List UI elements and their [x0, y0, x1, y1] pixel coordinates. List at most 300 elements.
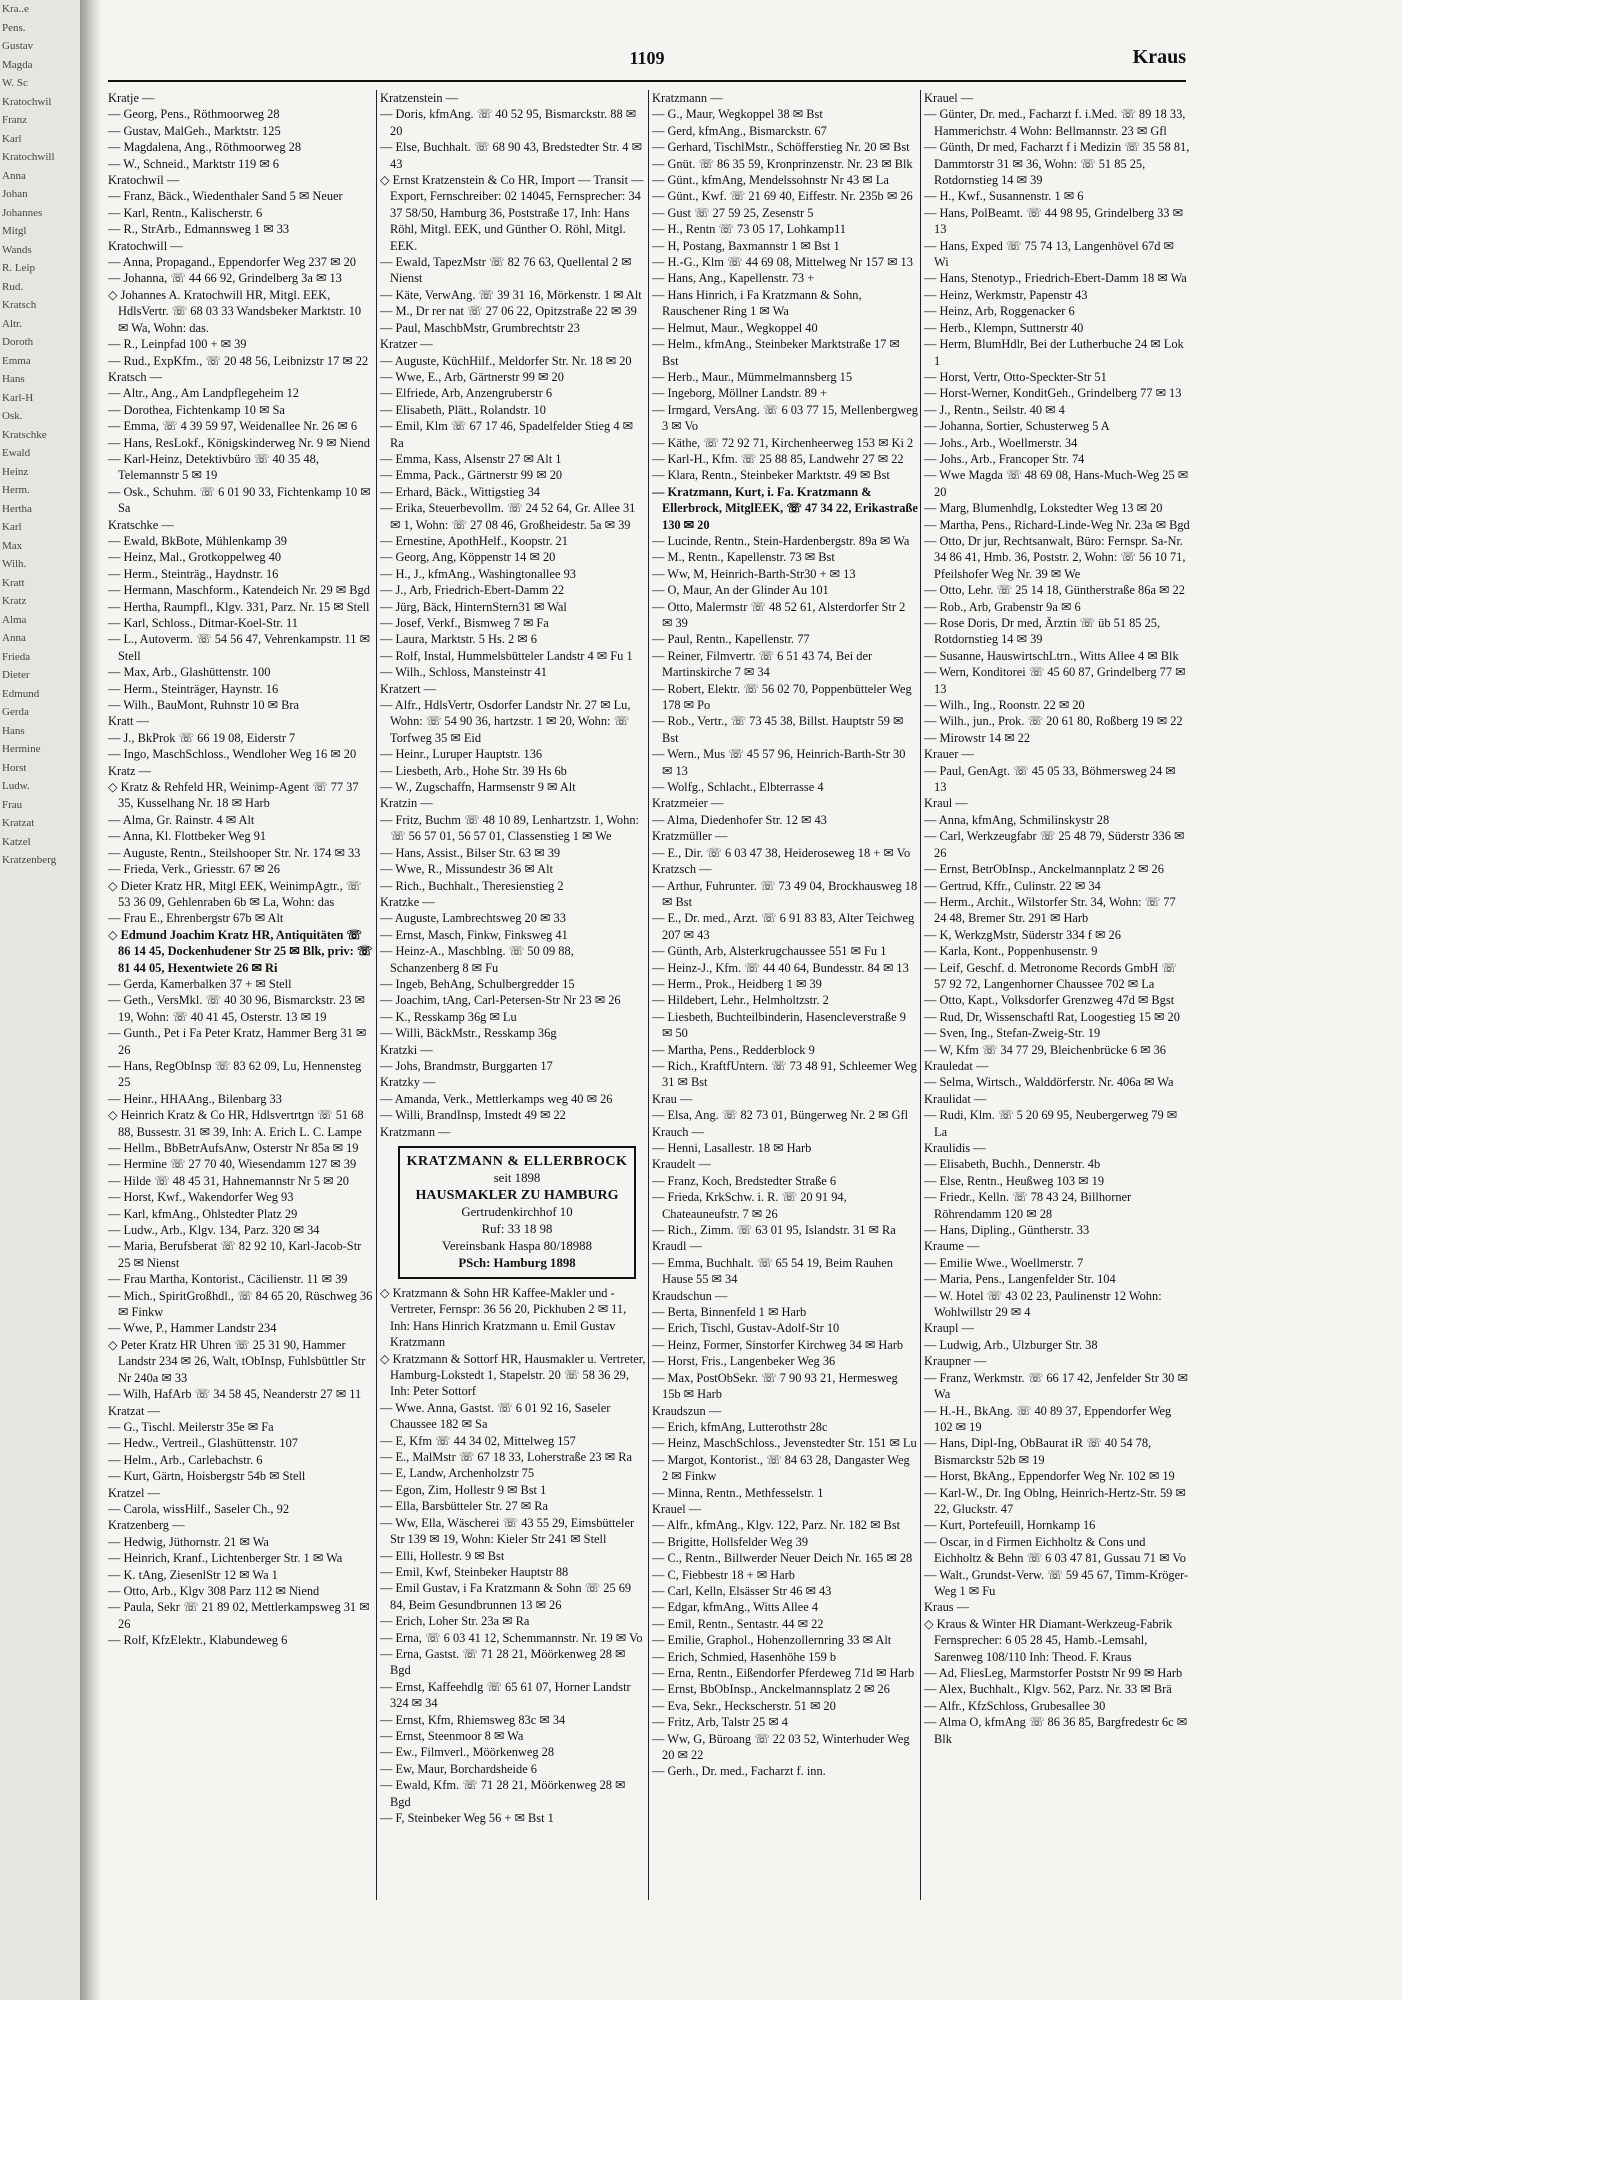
- surname-heading: Kratzel —: [108, 1485, 160, 1500]
- directory-entry: — Alfr., HdlsVertr, Osdorfer Landstr Nr. 27 ✉ Lu, Wohn: ☏ 54 90 36, hartzstr. 1 ✉ 20, Wohn: ☏ Torfweg 35 ✉ Eid: [380, 698, 631, 745]
- directory-entry: — Johs, Brandmstr, Burggarten 17: [380, 1058, 553, 1073]
- directory-entry: — Ewald, Kfm. ☏ 71 28 21, Möörkenweg 28 ✉ Bgd: [380, 1778, 626, 1809]
- directory-entry: — Rud., ExpKfm., ☏ 20 48 56, Leibnizstr 17 ✉ 22: [108, 353, 369, 368]
- facing-page-fragment: Emma: [2, 354, 31, 367]
- directory-entry: — Johanna, ☏ 44 66 92, Grindelberg 3a ✉ 13: [108, 271, 342, 286]
- directory-entry: — W., Zugschaffn, Harmsenstr 9 ✉ Alt: [380, 780, 576, 795]
- directory-entry: ◇ Kraus & Winter HR Diamant-Werkzeug-Fabrik Fernsprecher: 6 05 28 45, Hamb.-Lemsahl, Sarenweg 108/110 Inh: Theod. F. Kraus: [924, 1616, 1173, 1664]
- facing-page-fragment: Hertha: [2, 502, 32, 515]
- surname-heading: Kratz —: [108, 763, 152, 778]
- directory-entry: — R., Leinpfad 100 + ✉ 39: [108, 337, 247, 352]
- directory-entry: — R., StrArb., Edmannsweg 1 ✉ 33: [108, 222, 290, 237]
- directory-entry: — G., Maur, Wegkoppel 38 ✉ Bst: [652, 107, 823, 122]
- directory-entry: — Hans, ResLokf., Königskinderweg Nr. 9 ✉ Niend: [108, 435, 370, 450]
- directory-entry: — Franz, Bäck., Wiedenthaler Sand 5 ✉ Neuer: [108, 189, 343, 204]
- directory-entry: — Hans, Exped ☏ 75 74 13, Langenhövel 67d ✉ Wi: [924, 238, 1174, 270]
- directory-entry: — G., Tischl. Meilerstr 35e ✉ Fa: [108, 1419, 274, 1434]
- directory-entry: — Wwe Magda ☏ 48 69 08, Hans-Much-Weg 25 ✉ 20: [924, 468, 1189, 499]
- directory-entry: — Heinz-J., Kfm. ☏ 44 40 64, Bundesstr. 84 ✉ 13: [652, 960, 909, 975]
- directory-entry: — Ingeb, BehAng, Schulbergredder 15: [380, 976, 575, 991]
- directory-entry: — Ernestine, ApothHelf., Koopstr. 21: [380, 533, 568, 548]
- directory-entry: — Horst, Kwf., Wakendorfer Weg 93: [108, 1190, 294, 1205]
- facing-page-fragment: Mitgl: [2, 225, 27, 237]
- directory-entry: — Hilde ☏ 48 45 31, Hahnemannstr Nr 5 ✉ 20: [108, 1173, 349, 1188]
- facing-page-fragment: Frieda: [2, 650, 31, 663]
- directory-entry: — Hans, Dipl-Ing, ObBaurat iR ☏ 40 54 78, Bismarckstr 52b ✉ 19: [924, 1436, 1152, 1467]
- facing-page-fragment: Kratzat: [2, 817, 35, 829]
- surname-heading: Kraulidis —: [924, 1141, 986, 1155]
- directory-entry: — Wilh, HafArb ☏ 34 58 45, Neanderstr 27 ✉ 11: [108, 1387, 362, 1402]
- directory-entry: ◇ Ernst Kratzenstein & Co HR, Import — Transit — Export, Fernschreiber: 02 14045, Fernsprecher: 34 37 58/50, Hamburg 36, Poststraße 17, Inh: Hans Röhl, Mitgl. EEK, und Günther O. Röhl, Mitgl. EEK.: [380, 173, 644, 253]
- facing-page-fragment: Ludw.: [2, 780, 30, 792]
- directory-entry: — Irmgard, VersAng. ☏ 6 03 77 15, Mellenbergweg 3 ✉ Vo: [652, 402, 918, 434]
- directory-entry: — Heinz, Mal., Grotkoppelweg 40: [108, 550, 282, 565]
- directory-entry: ◇ Dieter Kratz HR, Mitgl EEK, WeinimpAgtr., ☏ 53 36 09, Gehlenraben 6b ✉ La, Wohn: das: [108, 878, 362, 909]
- directory-entry: — Karla, Kont., Poppenhusenstr. 9: [924, 944, 1098, 959]
- surname-heading: Kraudschun —: [652, 1288, 728, 1303]
- surname-heading: Kratzmüller —: [652, 829, 728, 844]
- facing-page-fragment: Karl: [2, 132, 22, 145]
- directory-entry: — Hedwig, Jüthornstr. 21 ✉ Wa: [108, 1534, 269, 1549]
- directory-entry: — Johanna, Sortier, Schusterweg 5 A: [924, 419, 1110, 434]
- directory-entry: — Paula, Sekr ☏ 21 89 02, Mettlerkampsweg 31 ✉ 26: [108, 1600, 370, 1631]
- directory-entry: — Gnüt. ☏ 86 35 59, Kronprinzenstr. Nr. 23 ✉ Blk: [652, 156, 913, 171]
- directory-entry: — Ww, Ella, Wäscherei ☏ 43 55 29, Eimsbütteler Str 139 ✉ 19, Wohn: Kieler Str 241 ✉ Stell: [380, 1515, 635, 1547]
- directory-entry: — Ww, M, Heinrich-Barth-Str30 + ✉ 13: [652, 566, 856, 581]
- directory-entry: — Anna, Kl. Flottbeker Weg 91: [108, 829, 267, 844]
- directory-entry: — Karl, Schloss., Ditmar-Koel-Str. 11: [108, 616, 298, 630]
- surname-heading: Kratochwill —: [108, 238, 183, 253]
- directory-entry: — Rob., Vertr., ☏ 73 45 38, Billst. Hauptstr 59 ✉ Bst: [652, 714, 904, 745]
- directory-entry: — Hermine ☏ 27 70 40, Wiesendamm 127 ✉ 39: [108, 1157, 357, 1172]
- directory-entry: — Gerda, Kamerbalken 37 + ✉ Stell: [108, 976, 292, 991]
- directory-entry: — Gerh., Dr. med., Facharzt f. inn.: [652, 1764, 826, 1779]
- directory-entry: — Ew., Filmverl., Möörkenweg 28: [380, 1745, 555, 1760]
- directory-entry: — Hertha, Raumpfl., Klgv. 331, Parz. Nr. 15 ✉ Stell: [108, 599, 370, 614]
- directory-entry: — Franz, Werkmstr. ☏ 66 17 42, Jenfelder Str 30 ✉ Wa: [924, 1370, 1188, 1402]
- directory-entry: — Amanda, Verk., Mettlerkamps weg 40 ✉ 26: [380, 1091, 613, 1106]
- directory-entry: — Helm., kfmAng., Steinbeker Marktstraße 17 ✉ Bst: [652, 337, 900, 368]
- directory-entry: — Ludwig, Arb., Ulzburger Str. 38: [924, 1337, 1098, 1352]
- facing-page-fragment: Kratz: [2, 595, 27, 607]
- directory-entry: — Helm., Arb., Carlebachstr. 6: [108, 1452, 263, 1467]
- facing-page-fragment: Hans: [2, 373, 25, 385]
- directory-entry: — Elli, Hollestr. 9 ✉ Bst: [380, 1548, 505, 1563]
- facing-page-fragment: W. Sc: [2, 77, 28, 89]
- facing-page-fragment: Ewald: [2, 447, 31, 459]
- directory-entry: — K. tAng, ZiesenlStr 12 ✉ Wa 1: [108, 1567, 278, 1582]
- directory-entry: — Wilh., BauMont, Ruhnstr 10 ✉ Bra: [108, 698, 300, 713]
- directory-entry: — Margot, Kontorist., ☏ 84 63 28, Dangaster Weg 2 ✉ Finkw: [652, 1452, 910, 1484]
- directory-entry: — C., Rentn., Billwerder Neuer Deich Nr. 165 ✉ 28: [652, 1551, 913, 1566]
- directory-entry: ◇ Edmund Joachim Kratz HR, Antiquitäten ☏ 86 14 45, Dockenhudener Str 25 ✉ Blk, priv: ☏ 81 44 05, Hexentwiete 26 ✉ Ri: [108, 927, 373, 975]
- directory-entry: — Marg, Blumenhdlg, Lokstedter Weg 13 ✉ 20: [924, 501, 1163, 516]
- directory-entry: — Hildebert, Lehr., Helmholtzstr. 2: [652, 993, 829, 1008]
- directory-entry: — Emma, Kass, Alsenstr 27 ✉ Alt 1: [380, 451, 562, 466]
- directory-entry: — J., Arb, Friedrich-Ebert-Damm 22: [380, 583, 565, 598]
- directory-entry: — M., Rentn., Kapellenstr. 73 ✉ Bst: [652, 550, 835, 565]
- directory-entry: ◇ Kratzmann & Sohn HR Kaffee-Makler und -Vertreter, Fernspr: 36 56 20, Pickhuben 2 ✉ 11, Inh: Hans Hinrich Kratzmann u. Emil Gustav Kratzmann: [380, 1286, 627, 1350]
- facing-page-fragment: Frau: [2, 798, 23, 811]
- directory-entry: — Max, PostObSekr. ☏ 7 90 93 21, Hermesweg 15b ✉ Harb: [652, 1370, 898, 1402]
- directory-entry: — H, Postang, Baxmannstr 1 ✉ Bst 1: [652, 238, 840, 253]
- directory-entry: — Else, Buchhalt. ☏ 68 90 43, Bredstedter Str. 4 ✉ 43: [380, 140, 642, 171]
- directory-entry: — Josef, Verkf., Bismweg 7 ✉ Fa: [380, 616, 549, 630]
- directory-entry: — Liesbeth, Buchteilbinderin, Hasencleverstraße 9 ✉ 50: [652, 1009, 906, 1041]
- surname-heading: Kraupl —: [924, 1321, 974, 1336]
- directory-entry: — E, Kfm ☏ 44 34 02, Mittelweg 157: [380, 1433, 576, 1448]
- facing-page-fragment: Franz: [2, 114, 28, 126]
- directory-entry: — Karl, Rentn., Kalischerstr. 6: [108, 205, 263, 220]
- facing-page-fragment: Karl: [2, 521, 22, 533]
- column-3: [652, 90, 918, 1780]
- directory-entry: — Hans Hinrich, i Fa Kratzmann & Sohn, Rauschener Ring 1 ✉ Wa: [652, 287, 862, 319]
- surname-heading: Kratsch —: [108, 369, 163, 384]
- directory-entry: — W. Hotel ☏ 43 02 23, Paulinenstr 12 Wohn: Wohlwillstr 29 ✉ 4: [924, 1288, 1162, 1320]
- directory-entry: — Reiner, Filmvertr. ☏ 6 51 43 74, Bei der Martinskirche 7 ✉ 34: [652, 648, 873, 680]
- directory-entry: — Hans, Ang., Kapellenstr. 73 +: [652, 271, 815, 286]
- directory-entry: — C, Fiebbestr 18 + ✉ Harb: [652, 1567, 795, 1582]
- directory-entry: — Brigitte, Hollsfelder Weg 39: [652, 1534, 809, 1549]
- directory-entry: — Auguste, Rentn., Steilshooper Str. Nr. 174 ✉ 33: [108, 845, 361, 860]
- facing-page-fragment: Max: [2, 539, 23, 552]
- surname-heading: Kratzsch —: [652, 862, 712, 877]
- directory-entry: — Emil, Kwf, Steinbeker Hauptstr 88: [380, 1564, 569, 1579]
- directory-entry: — Frau Martha, Kontorist., Cäcilienstr. 11 ✉ 39: [108, 1272, 348, 1287]
- directory-entry: — Käthe, ☏ 72 92 71, Kirchenheerweg 153 ✉ Ki 2: [652, 435, 914, 450]
- directory-entry: — Karl-Heinz, Detektivbüro ☏ 40 35 48, Telemannstr 5 ✉ 19: [108, 451, 319, 483]
- directory-entry: — Selma, Wirtsch., Walddörferstr. Nr. 406a ✉ Wa: [924, 1075, 1174, 1090]
- directory-entry: — Hans, RegObInsp ☏ 83 62 09, Lu, Hennensteg 25: [108, 1058, 362, 1090]
- ad-line: Vereinsbank Haspa 80/18988: [442, 1239, 592, 1253]
- directory-entry: — Ewald, BkBote, Mühlenkamp 39: [108, 533, 287, 548]
- directory-entry: — Herm., Steinträg., Haydnstr. 16: [108, 566, 279, 581]
- directory-entry: — Rob., Arb, Grabenstr 9a ✉ 6: [924, 599, 1081, 614]
- directory-entry: — Friedr., Kelln. ☏ 78 43 24, Billhorner Röhrendamm 120 ✉ 28: [924, 1190, 1132, 1221]
- directory-entry: — Johs., Arb., Woellmerstr. 34: [924, 435, 1078, 450]
- directory-entry: — Elisabeth, Buchh., Dennerstr. 4b: [924, 1157, 1101, 1172]
- facing-page-fragment: Kra..e: [2, 3, 29, 15]
- directory-entry: — J., Rentn., Seilstr. 40 ✉ 4: [924, 402, 1065, 417]
- directory-entry: — Paul, GenAgt. ☏ 45 05 33, Böhmersweg 24 ✉ 13: [924, 763, 1176, 795]
- directory-entry: — Ingeborg, Möllner Landstr. 89 +: [652, 386, 828, 401]
- directory-entry: — E., Dr. med., Arzt. ☏ 6 91 83 83, Alter Teichweg 207 ✉ 43: [652, 911, 915, 942]
- surname-heading: Kratzat —: [108, 1403, 160, 1418]
- directory-entry: — Hans, Stenotyp., Friedrich-Ebert-Damm 18 ✉ Wa: [924, 271, 1187, 286]
- surname-heading: Kratschke —: [108, 517, 174, 532]
- directory-entry: — Martha, Pens., Richard-Linde-Weg Nr. 23a ✉ Bgd: [924, 517, 1190, 532]
- directory-entry: — M., Dr rer nat ☏ 27 06 22, Opitzstraße 22 ✉ 39: [380, 304, 637, 319]
- directory-entry: — Emilie, Graphol., Hohenzollernring 33 ✉ Alt: [652, 1633, 892, 1648]
- facing-page-fragment: Kratochwil: [2, 95, 52, 108]
- directory-entry: — Alma, Gr. Rainstr. 4 ✉ Alt: [108, 812, 255, 827]
- directory-entry: — Heinz, Werkmstr, Papenstr 43: [924, 287, 1088, 302]
- directory-entry: — Leif, Geschf. d. Metronome Records GmbH ☏ 57 92 72, Langenhorner Chaussee 702 ✉ La: [924, 960, 1177, 991]
- directory-entry: — Ewald, TapezMstr ☏ 82 76 63, Quellental 2 ✉ Nienst: [380, 255, 632, 286]
- surname-heading: Kratzin —: [380, 796, 433, 811]
- directory-entry: — Wilh., Schloss, Mansteinstr 41: [380, 665, 547, 680]
- directory-entry: — Osk., Schuhm. ☏ 6 01 90 33, Fichtenkamp 10 ✉ Sa: [108, 484, 371, 516]
- surname-heading: Kratzenstein —: [380, 91, 459, 105]
- facing-page-fragment: Katzel: [2, 835, 31, 848]
- directory-entry: — Erna, ☏ 6 03 41 12, Schemmannstr. Nr. 19 ✉ Vo: [380, 1630, 643, 1645]
- directory-entry: — Fritz, Buchm ☏ 48 10 89, Lenhartzstr. 1, Wohn: ☏ 56 57 01, 56 57 01, Classenstieg 1 ✉ We: [380, 812, 639, 844]
- facing-page-fragment: Anna: [2, 632, 26, 644]
- scan-margin-bottom: [0, 2000, 1600, 2177]
- directory-entry: — H.-G., Klm ☏ 44 69 08, Mittelweg Nr 157 ✉ 13: [652, 255, 913, 270]
- directory-entry: — J., BkProk ☏ 66 19 08, Eiderstr 7: [108, 730, 296, 745]
- directory-entry: — Ernst, Masch, Finkw, Finksweg 41: [380, 927, 568, 942]
- directory-entry: — Franz, Koch, Bredstedter Straße 6: [652, 1173, 837, 1188]
- directory-entry: — Martha, Pens., Redderblock 9: [652, 1042, 815, 1057]
- directory-entry: — Else, Rentn., Heußweg 103 ✉ 19: [924, 1173, 1105, 1188]
- directory-entry: — Max, Arb., Glashüttenstr. 100: [108, 665, 271, 680]
- directory-entry: — Ew, Maur, Borchardsheide 6: [380, 1761, 537, 1776]
- directory-entry: — Wolfg., Schlacht., Elbterrasse 4: [652, 780, 824, 795]
- directory-entry: — Erich, Tischl, Gustav-Adolf-Str 10: [652, 1321, 840, 1336]
- ad-line: KRATZMANN & ELLERBROCK: [406, 1154, 628, 1169]
- directory-entry: — Susanne, HauswirtschLtrn., Witts Allee 4 ✉ Blk: [924, 648, 1179, 663]
- directory-entry: — Herm., Prok., Heidberg 1 ✉ 39: [652, 976, 822, 991]
- directory-entry: — Horst, Fris., Langenbeker Weg 36: [652, 1354, 836, 1369]
- directory-entry: ◇ Heinrich Kratz & Co HR, Hdlsvertrtgn ☏ 51 68 88, Bussestr. 31 ✉ 39, Inh: A. Erich L. C. Lampe: [108, 1108, 364, 1139]
- surname-heading: Kraus —: [924, 1600, 970, 1615]
- directory-entry: — Erich, kfmAng, Lutterothstr 28c: [652, 1419, 828, 1434]
- directory-entry: — Emma, Buchhalt. ☏ 65 54 19, Beim Rauhen Hause 55 ✉ 34: [652, 1255, 893, 1287]
- directory-entry: — Herb., Maur., Mümmelmannsberg 15: [652, 369, 853, 384]
- directory-entry: — Wilh., Ing., Roonstr. 22 ✉ 20: [924, 698, 1085, 713]
- running-head: Kraus: [1132, 46, 1186, 68]
- directory-entry: — Alma O, kfmAng ☏ 86 36 85, Bargfredestr 6c ✉ Blk: [924, 1715, 1188, 1746]
- facing-page-fragment: Johan: [2, 188, 28, 200]
- column-divider: [648, 90, 649, 1900]
- surname-heading: Kraume —: [924, 1239, 980, 1254]
- facing-page-fragment: Gustav: [2, 40, 34, 52]
- directory-entry: — Egon, Zim, Hollestr 9 ✉ Bst 1: [380, 1482, 547, 1497]
- facing-page-fragment: Pens.: [2, 21, 26, 34]
- directory-entry: — E., Dir. ☏ 6 03 47 38, Heideroseweg 18 + ✉ Vo: [652, 845, 911, 860]
- facing-page-fragment: Wilh.: [2, 558, 27, 570]
- directory-entry: — Frieda, Verk., Griesstr. 67 ✉ 26: [108, 862, 280, 877]
- directory-entry: — Oscar, in d Firmen Eichholtz & Cons und Eichholtz & Behn ☏ 6 03 47 81, Gussau 71 ✉ Vo: [924, 1534, 1186, 1566]
- directory-entry: — E, Landw, Archenholzstr 75: [380, 1466, 535, 1481]
- facing-page-fragment: Kratsch: [2, 299, 37, 311]
- facing-page-fragment: Doroth: [2, 336, 34, 348]
- directory-entry: — Heinz-A., Maschblng. ☏ 50 09 88, Schanzenberg 8 ✉ Fu: [380, 944, 574, 975]
- directory-entry: — K, WerkzgMstr, Süderstr 334 f ✉ 26: [924, 927, 1121, 942]
- directory-entry: — Hellm., BbBetrAufsAnw, Osterstr Nr 85a ✉ 19: [108, 1141, 359, 1155]
- facing-page-fragment: Altr.: [2, 317, 22, 330]
- directory-entry: — F, Steinbeker Weg 56 + ✉ Bst 1: [380, 1811, 554, 1825]
- surname-heading: Kraul —: [924, 796, 968, 811]
- directory-entry: — Paul, MaschbMstr, Grumbrechtstr 23: [380, 320, 580, 335]
- directory-entry: — Emil, Klm ☏ 67 17 46, Spadelfelder Stieg 4 ✉ Ra: [380, 419, 634, 450]
- directory-entry: — Joachim, tAng, Carl-Petersen-Str Nr 23 ✉ 26: [380, 993, 621, 1008]
- surname-heading: Kratzke —: [380, 894, 435, 909]
- directory-entry: — Wwe, R., Missundestr 36 ✉ Alt: [380, 862, 553, 877]
- surname-heading: Kratzer —: [380, 337, 433, 352]
- ad-line: HAUSMAKLER ZU HAMBURG: [415, 1188, 619, 1203]
- directory-entry: — Erna, Rentn., Eißendorfer Pferdeweg 71d ✉ Harb: [652, 1666, 915, 1680]
- facing-page-fragment: Rud.: [2, 280, 24, 293]
- surname-heading: Kratochwil —: [108, 173, 180, 188]
- directory-entry: — Auguste, KüchHilf., Meldorfer Str. Nr. 18 ✉ 20: [380, 353, 632, 368]
- facing-page-fragment: Osk.: [2, 410, 23, 422]
- directory-entry: — K., Resskamp 36g ✉ Lu: [380, 1009, 517, 1024]
- book-gutter: [80, 0, 102, 2000]
- directory-entry: — Rolf, Instal, Hummelsbütteler Landstr 4 ✉ Fu 1: [380, 648, 633, 663]
- directory-entry: — Helmut, Maur., Wegkoppel 40: [652, 320, 818, 335]
- directory-entry: — Hedw., Vertreil., Glashüttenstr. 107: [108, 1436, 298, 1451]
- directory-entry: — W., Schneid., Marktstr 119 ✉ 6: [108, 156, 279, 171]
- directory-entry: — Wern, Konditorei ☏ 45 60 87, Grindelberg 77 ✉ 13: [924, 665, 1186, 696]
- directory-entry: — Otto, Kapt., Volksdorfer Grenzweg 47d ✉ Bgst: [924, 993, 1175, 1008]
- directory-entry: — Auguste, Lambrechtsweg 20 ✉ 33: [380, 911, 566, 926]
- ad-line: seit 1898: [493, 1171, 541, 1185]
- directory-entry: — Edgar, kfmAng., Witts Allee 4: [652, 1600, 819, 1615]
- directory-entry: — Rud, Dr, Wissenschaftl Rat, Loogestieg 15 ✉ 20: [924, 1009, 1180, 1024]
- facing-page-fragment: Hans: [2, 724, 25, 737]
- directory-entry: ◇ Peter Kratz HR Uhren ☏ 25 31 90, Hammer Landstr 234 ✉ 26, Walt, tObInsp, Fuhlsbüttler Str Nr 240a ✉ 33: [108, 1337, 366, 1385]
- surname-heading: Krauel —: [924, 91, 974, 105]
- facing-page-fragment: Edmund: [2, 687, 40, 700]
- facing-page-fragment: Dieter: [2, 669, 30, 681]
- directory-entry: — Elisabeth, Plätt., Rolandstr. 10: [380, 402, 546, 417]
- directory-entry: ◇ Kratz & Rehfeld HR, Weinimp-Agent ☏ 77 37 35, Kusselhang Nr. 18 ✉ Harb: [108, 780, 359, 811]
- facing-page-fragment: Heinz: [2, 465, 29, 478]
- directory-entry: — Elfriede, Arb, Anzengruberstr 6: [380, 386, 553, 401]
- facing-page-fragment: Magda: [2, 58, 33, 71]
- directory-entry: — Gerhard, TischlMstr., Schöfferstieg Nr. 20 ✉ Bst: [652, 140, 910, 155]
- surname-heading: Kratje —: [108, 91, 155, 105]
- directory-entry: — Wilh., jun., Prok. ☏ 20 61 80, Roßberg 19 ✉ 22: [924, 714, 1183, 729]
- directory-entry: — Alfr., kfmAng., Klgv. 122, Parz. Nr. 182 ✉ Bst: [652, 1518, 901, 1533]
- directory-entry: — Emma, Pack., Gärtnerstr 99 ✉ 20: [380, 468, 563, 483]
- directory-entry: — Horst-Werner, KonditGeh., Grindelberg 77 ✉ 13: [924, 386, 1182, 401]
- ad-line: Gertrudenkirchhof 10: [461, 1205, 573, 1219]
- directory-entry: — Erna, Gastst. ☏ 71 28 21, Möörkenweg 28 ✉ Bgd: [380, 1646, 626, 1678]
- directory-entry: — Elsa, Ang. ☏ 82 73 01, Büngerweg Nr. 2 ✉ Gfl: [652, 1108, 909, 1123]
- directory-entry: — Emilie Wwe., Woellmerstr. 7: [924, 1255, 1084, 1270]
- directory-entry: — Eva, Sekr., Heckscherstr. 51 ✉ 20: [652, 1698, 836, 1713]
- directory-entry: — Otto, Arb., Klgv 308 Parz 112 ✉ Niend: [108, 1583, 320, 1598]
- directory-entry: — Ernst, BbObInsp., Anckelmannsplatz 2 ✉ 26: [652, 1682, 890, 1697]
- directory-entry: — Anna, Propagand., Eppendorfer Weg 237 ✉ 20: [108, 255, 356, 270]
- directory-entry: — Karl-H., Kfm. ☏ 25 88 85, Landwehr 27 ✉ 22: [652, 451, 904, 466]
- directory-entry: — Magdalena, Ang., Röthmoorweg 28: [108, 140, 302, 155]
- directory-entry: — Heinz, Arb, Roggenacker 6: [924, 304, 1075, 319]
- surname-heading: Kratzmann —: [380, 1124, 451, 1139]
- directory-entry: — Emma, ☏ 4 39 59 97, Weidenallee Nr. 26 ✉ 6: [108, 419, 358, 434]
- directory-entry: — Fritz, Arb, Talstr 25 ✉ 4: [652, 1715, 788, 1730]
- directory-entry: — Erika, Steuerbevollm. ☏ 24 52 64, Gr. Allee 31 ✉ 1, Wohn: ☏ 27 08 46, Großheidestr. 5a ✉ 39: [380, 501, 636, 532]
- column-1: [108, 90, 374, 1649]
- surname-heading: Kratzenberg —: [108, 1518, 185, 1533]
- directory-entry: — Sven, Ing., Stefan-Zweig-Str. 19: [924, 1026, 1101, 1041]
- surname-heading: Kratzmeier —: [652, 796, 724, 811]
- directory-entry: — Rich., KraftfUntern. ☏ 73 48 91, Schleemer Weg 31 ✉ Bst: [652, 1058, 917, 1090]
- directory-entry: — Alex, Buchhalt., Klgv. 562, Parz. Nr. 33 ✉ Brä: [924, 1682, 1172, 1697]
- facing-page-fragment: Horst: [2, 761, 27, 774]
- directory-entry: — Rolf, KfzElektr., Klabundeweg 6: [108, 1633, 288, 1648]
- directory-entry: — Günth, Dr med, Facharzt f i Medizin ☏ 35 58 81, Dammtorstr 31 ✉ 36, Wohn: ☏ 51 85 25, Rotdornstieg 14 ✉ 39: [924, 140, 1190, 188]
- directory-entry: — Heinz, Former, Sinstorfer Kirchweg 34 ✉ Harb: [652, 1337, 904, 1352]
- directory-entry: — L., Autoverm. ☏ 54 56 47, Vehrenkampstr. 11 ✉ Stell: [108, 632, 370, 663]
- directory-entry: — Gunth., Pet i Fa Peter Kratz, Hammer Berg 31 ✉ 26: [108, 1026, 367, 1057]
- directory-entry: — Klara, Rentn., Steinbeker Marktstr. 49 ✉ Bst: [652, 468, 890, 483]
- directory-entry: — Käte, VerwAng. ☏ 39 31 16, Mörkenstr. 1 ✉ Alt: [380, 287, 642, 302]
- directory-entry: — Minna, Rentn., Methfesselstr. 1: [652, 1485, 824, 1500]
- directory-entry: — Gerd, kfmAng., Bismarckstr. 67: [652, 123, 827, 138]
- facing-page-fragment: Karl-H: [2, 391, 34, 404]
- directory-entry: — Georg, Pens., Röthmoorweg 28: [108, 107, 280, 122]
- directory-entry: — Jürg, Bäck, HinternStern31 ✉ Wal: [380, 599, 567, 614]
- directory-entry: — Herm, BlumHdlr, Bei der Lutherbuche 24 ✉ Lok 1: [924, 337, 1184, 368]
- surname-heading: Kratzki —: [380, 1042, 433, 1057]
- facing-page-fragment: Hermine: [2, 743, 41, 755]
- directory-entry: — Anna, kfmAng, Schmilinskystr 28: [924, 812, 1110, 827]
- column-divider: [920, 90, 921, 1900]
- directory-entry: — Wwe, E., Arb, Gärtnerstr 99 ✉ 20: [380, 369, 564, 384]
- directory-entry: — Hans, PolBeamt. ☏ 44 98 95, Grindelberg 33 ✉ 13: [924, 205, 1183, 237]
- directory-entry: — Ernst, Kfm, Rhiemsweg 83c ✉ 34: [380, 1712, 566, 1727]
- directory-entry: — Carl, Werkzeugfabr ☏ 25 48 79, Süderstr 336 ✉ 26: [924, 829, 1185, 860]
- directory-entry: — Geth., VersMkl. ☏ 40 30 96, Bismarckstr. 23 ✉ 19, Wohn: ☏ 40 41 45, Osterstr. 13 ✉ 19: [108, 993, 365, 1024]
- directory-entry: — Günter, Dr. med., Facharzt f. i.Med. ☏ 89 18 33, Hammerichstr. 4 Wohn: Bellmannstr. 23 ✉ Gfl: [924, 107, 1186, 138]
- surname-heading: Kratzky —: [380, 1075, 436, 1090]
- directory-entry: — Horst, Vertr, Otto-Speckter-Str 51: [924, 369, 1107, 384]
- directory-entry: — Arthur, Fuhrunter. ☏ 73 49 04, Brockhausweg 18 ✉ Bst: [652, 878, 918, 909]
- directory-entry: — Mich., SpiritGroßhdl., ☏ 84 65 20, Rüschweg 36 ✉ Finkw: [108, 1288, 373, 1320]
- surname-heading: Krauledat —: [924, 1058, 989, 1073]
- directory-entry: — Erich, Loher Str. 23a ✉ Ra: [380, 1614, 530, 1629]
- directory-entry: ◇ Johannes A. Kratochwill HR, Mitgl. EEK, HdlsVertr. ☏ 68 03 33 Wandsbeker Marktstr. 10 ✉ Wa, Wohn: das.: [108, 287, 362, 335]
- facing-page-fragment: Kratschke: [2, 428, 47, 441]
- surname-heading: Krauel —: [652, 1501, 702, 1516]
- directory-entry: — Kratzmann, Kurt, i. Fa. Kratzmann & Ellerbrock, MitglEEK, ☏ 47 34 22, Erikastraße 130 ✉ 20: [652, 484, 918, 532]
- directory-entry: — Walt., Grundst-Verw. ☏ 59 45 67, Timm-Kröger-Weg 1 ✉ Fu: [924, 1567, 1189, 1598]
- surname-heading: Kraupner —: [924, 1354, 987, 1369]
- directory-entry: — Berta, Binnenfeld 1 ✉ Harb: [652, 1305, 807, 1320]
- directory-entry: — Frieda, KrkSchw. i. R. ☏ 20 91 94, Chateauneufstr. 7 ✉ 26: [652, 1190, 847, 1221]
- column-4: [924, 90, 1190, 1747]
- advertisement-box: [398, 1146, 636, 1279]
- facing-page-fragment: R. Leip: [2, 262, 35, 274]
- directory-entry: — Gertrud, Kffr., Culinstr. 22 ✉ 34: [924, 878, 1101, 893]
- facing-page-fragment: Kratzenberg: [2, 854, 57, 866]
- directory-entry: — Ad, FliesLeg, Marmstorfer Poststr Nr 99 ✉ Harb: [924, 1666, 1183, 1680]
- directory-entry: — Heinr., Luruper Hauptstr. 136: [380, 747, 543, 762]
- facing-page-fragment: Kratt: [2, 576, 25, 589]
- directory-entry: — H., Kwf., Susannenstr. 1 ✉ 6: [924, 189, 1084, 204]
- directory-entry: — Hans, Assist., Bilser Str. 63 ✉ 39: [380, 845, 561, 860]
- directory-entry: — Herm., Archit., Wilstorfer Str. 34, Wohn: ☏ 77 24 48, Bremer Str. 291 ✉ Harb: [924, 894, 1176, 926]
- directory-entry: — Erhard, Bäck., Wittigstieg 34: [380, 484, 540, 499]
- directory-entry: — Ludw., Arb., Klgv. 134, Parz. 320 ✉ 34: [108, 1223, 320, 1238]
- directory-entry: — Carl, Kelln, Elsässer Str 46 ✉ 43: [652, 1583, 832, 1598]
- directory-entry: — Günth, Arb, Alsterkrugchaussee 551 ✉ Fu 1: [652, 944, 887, 959]
- facing-page-fragment: Gerda: [2, 706, 29, 718]
- directory-entry: — Robert, Elektr. ☏ 56 02 70, Poppenbütteler Weg 178 ✉ Po: [652, 681, 912, 713]
- directory-entry: — Liesbeth, Arb., Hohe Str. 39 Hs 6b: [380, 763, 567, 778]
- directory-entry: — Ww, G, Büroang ☏ 22 03 52, Winterhuder Weg 20 ✉ 22: [652, 1731, 910, 1763]
- directory-entry: — Mirowstr 14 ✉ 22: [924, 730, 1031, 745]
- surname-heading: Kraudszun —: [652, 1403, 722, 1418]
- directory-entry: — Gustav, MalGeh., Marktstr. 125: [108, 123, 281, 138]
- directory-entry: — Ingo, MaschSchloss., Wendloher Weg 16 ✉ 20: [108, 747, 357, 762]
- directory-entry: — Günt., Kwf. ☏ 21 69 40, Eiffestr. Nr. 235b ✉ 26: [652, 189, 913, 204]
- directory-entry: — O, Maur, An der Glinder Au 101: [652, 583, 829, 598]
